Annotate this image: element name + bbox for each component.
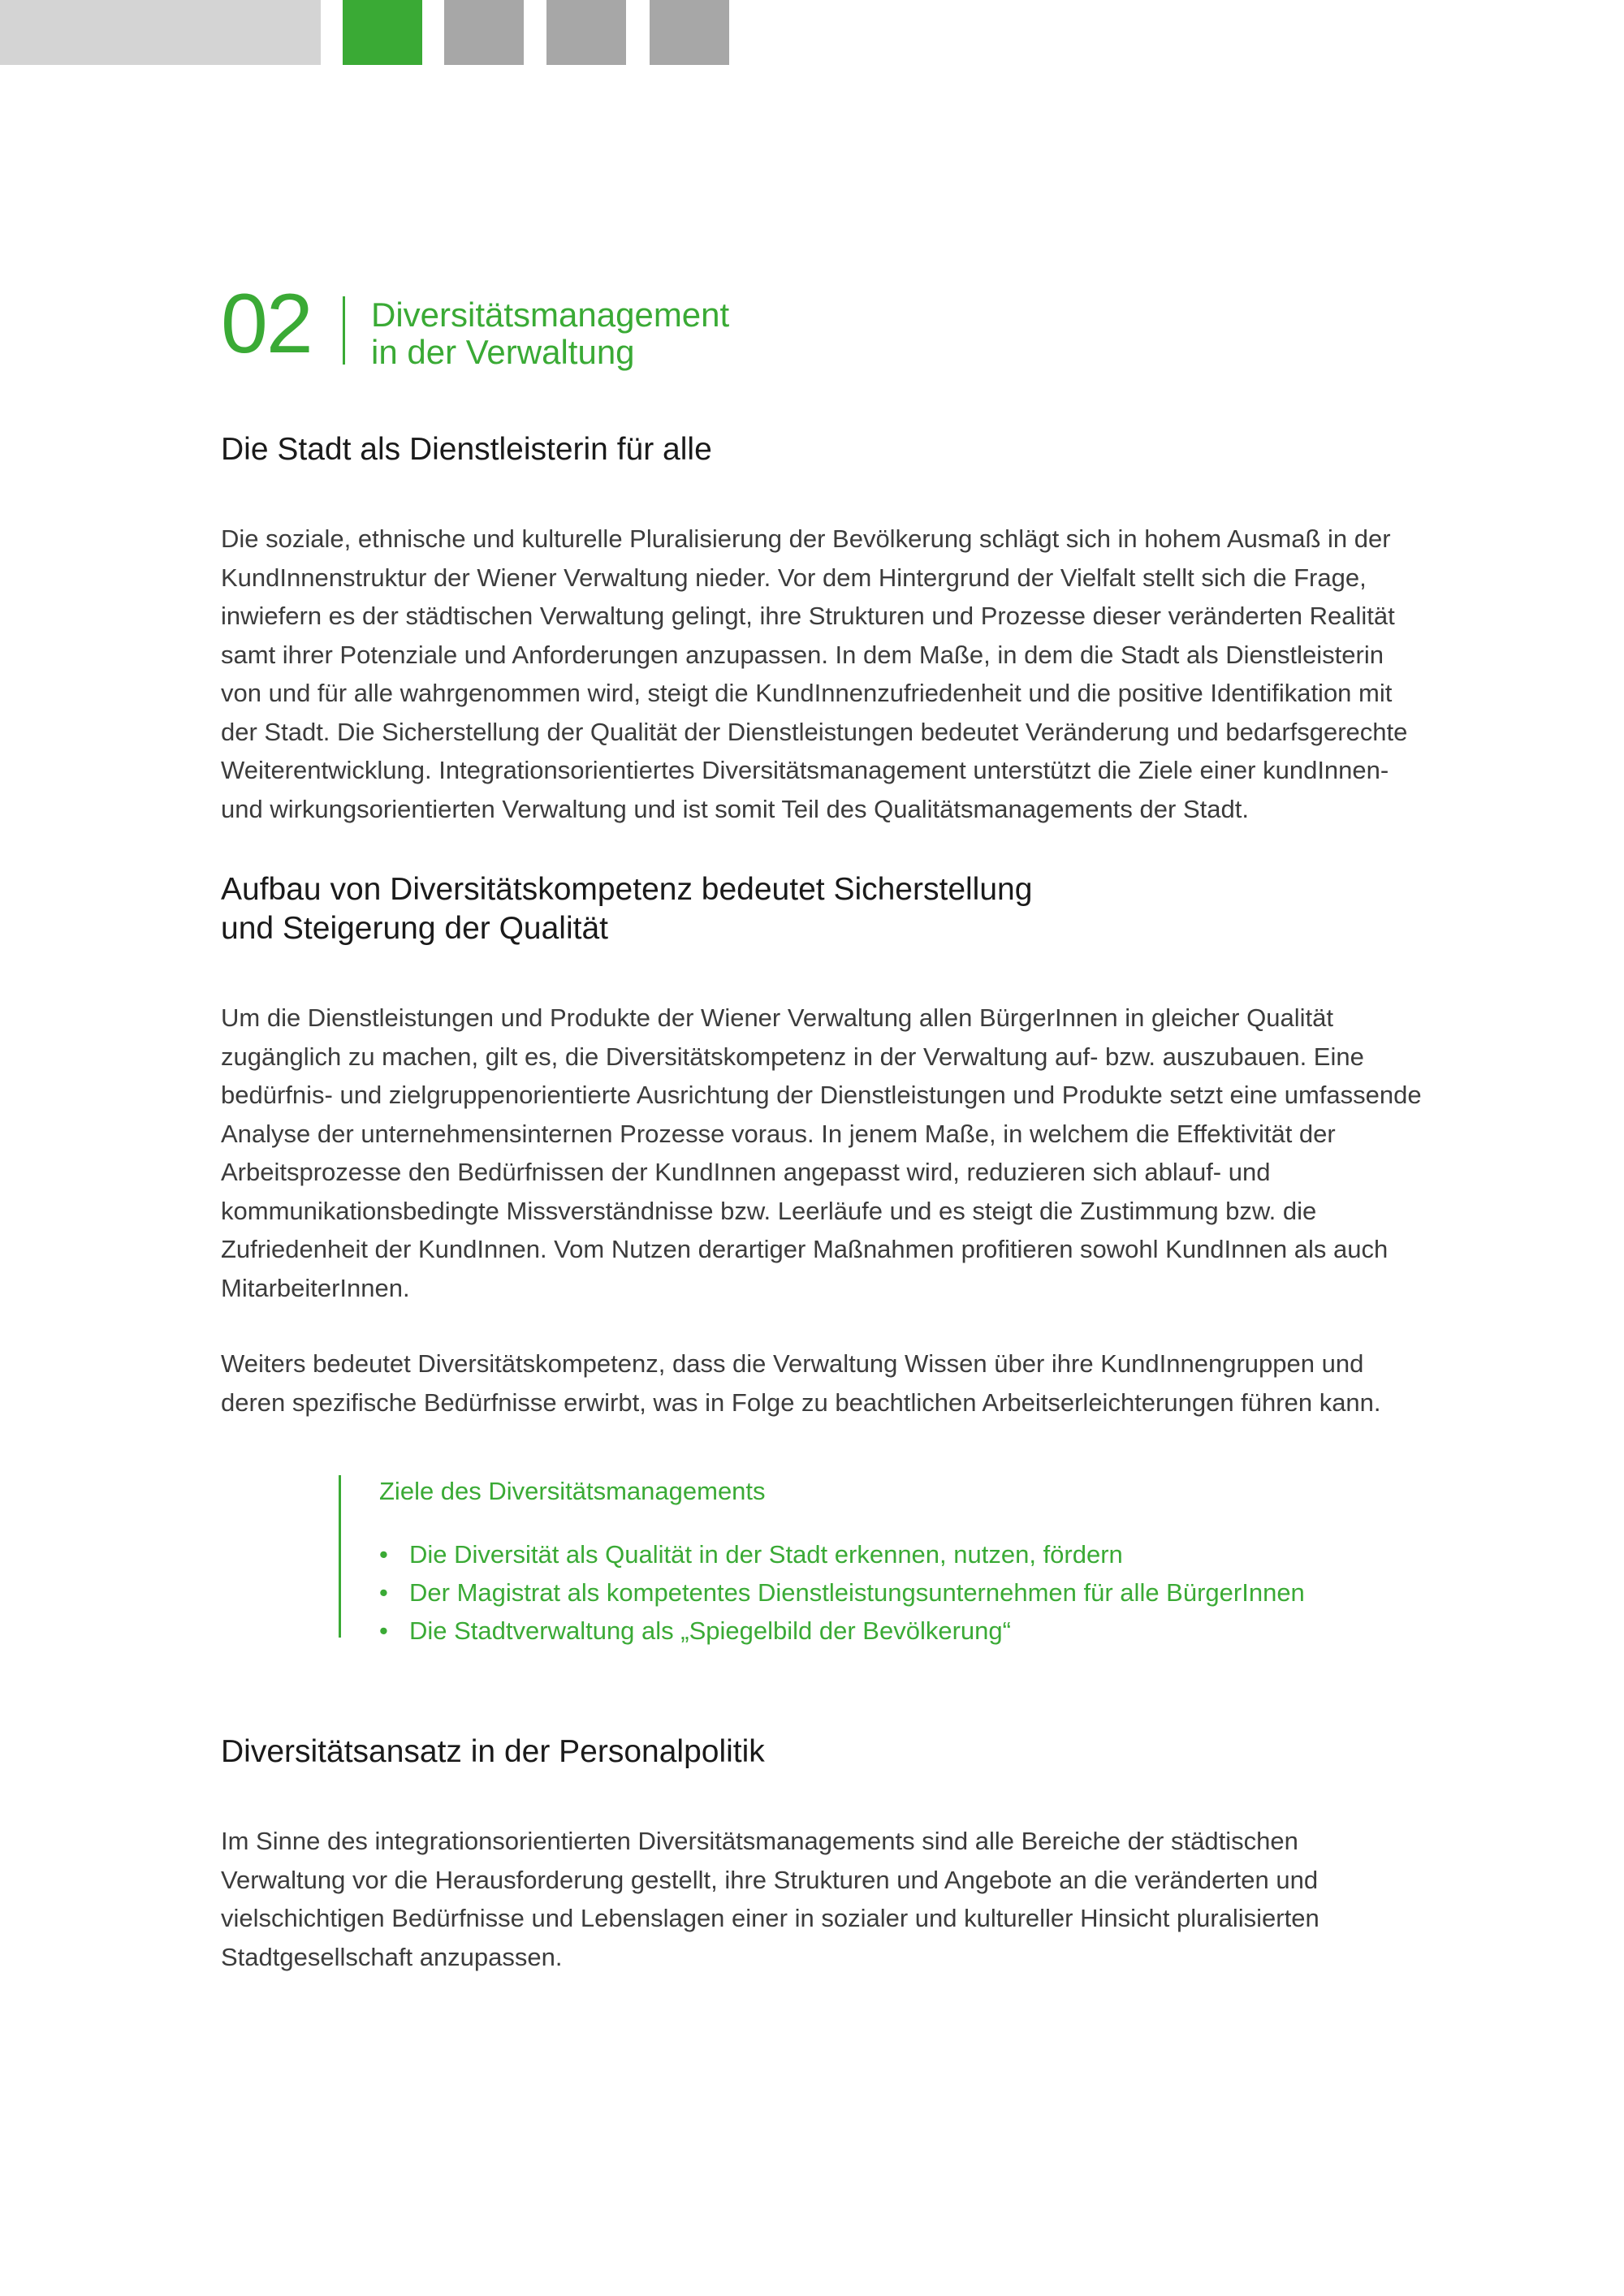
paragraph-personalpolitik: Im Sinne des integrationsorientierten Diversitätsmanagements sind alle Bereiche der städtischen Verwaltung vor die Herausforderung gestellt, ihre Strukturen und Angebote an die veränderten und vielschichtigen Bedürfnisse und Lebenslagen einer in sozialer und kultureller Hinsicht pluralisierten Stadtgesellschaft anzupassen. xyxy=(221,1827,1320,1971)
section-heading-line2: und Steigerung der Qualität xyxy=(221,911,608,946)
section-heading-diversitaetskompetenz xyxy=(221,870,1423,948)
list-item xyxy=(379,1535,1423,1573)
list-item-text: Die Stadtverwaltung als „Spiegelbild der Bevölkerung“ xyxy=(409,1616,1011,1645)
callout-list xyxy=(379,1535,1423,1650)
chapter-number: 02 xyxy=(221,277,312,371)
chapter-title-line1: Diversitätsmanagement xyxy=(371,296,730,334)
bullet-icon: • xyxy=(379,1616,388,1645)
header-tab-1 xyxy=(444,0,524,65)
header-tab-light xyxy=(0,0,321,65)
list-item-text: Die Diversität als Qualität in der Stadt erkennen, nutzen, fördern xyxy=(409,1540,1123,1569)
list-item xyxy=(379,1573,1423,1612)
header-tab-3 xyxy=(650,0,729,65)
paragraph-diversitaetskompetenz-2: Weiters bedeutet Diversitätskompetenz, dass die Verwaltung Wissen über ihre KundInnengruppen und deren spezifische Bedürfnisse erwirbt, was in Folge zu beachtlichen Arbeitserleichterungen führen kann. xyxy=(221,1349,1381,1417)
header-tab-active xyxy=(343,0,422,65)
list-item-text: Der Magistrat als kompetentes Dienstleistungsunternehmen für alle BürgerInnen xyxy=(409,1578,1305,1607)
section-heading-line1: Aufbau von Diversitätskompetenz bedeutet Sicherstellung xyxy=(221,872,1033,907)
callout-title: Ziele des Diversitätsmanagements xyxy=(379,1477,766,1505)
chapter-divider xyxy=(343,296,345,365)
bullet-icon: • xyxy=(379,1540,388,1569)
chapter-title-line2: in der Verwaltung xyxy=(371,333,635,371)
callout-box xyxy=(339,1475,1423,1650)
section-heading-dienstleisterin: Die Stadt als Dienstleisterin für alle xyxy=(221,432,712,467)
paragraph-diversitaetskompetenz-1: Um die Dienstleistungen und Produkte der Wiener Verwaltung allen BürgerInnen in gleicher Qualität zugänglich zu machen, gilt es, die Diversitätskompetenz in der Verwaltung auf- bzw. auszubauen. Eine bedürfnis- und zielgruppenorientierte Ausrichtung der Dienstleistungen und Produkte setzt eine umfassende Analyse der unternehmensinternen Prozesse voraus. In jenem Maße, in welchem die Effektivität der Arbeitsprozesse den Bedürfnissen der KundInnen angepasst wird, reduzieren sich ablauf- und kommunikationsbedingte Missverständnisse bzw. Leerläufe und es steigt die Zustimmung bzw. die Zufriedenheit der KundInnen. Vom Nutzen derartiger Maßnahmen profitieren sowohl KundInnen als auch MitarbeiterInnen. xyxy=(221,1003,1422,1302)
chapter-title xyxy=(371,296,729,371)
header-tab-2 xyxy=(546,0,626,65)
list-item xyxy=(379,1612,1423,1650)
callout-bar xyxy=(339,1475,341,1638)
main-content xyxy=(221,430,1423,1976)
section-heading-personalpolitik: Diversitätsansatz in der Personalpolitik xyxy=(221,1734,765,1769)
bullet-icon: • xyxy=(379,1578,388,1607)
paragraph-dienstleisterin: Die soziale, ethnische und kulturelle Pluralisierung der Bevölkerung schlägt sich in hohem Ausmaß in der KundInnenstruktur der Wiener Verwaltung nieder. Vor dem Hintergrund der Vielfalt stellt sich die Frage, inwiefern es der städtischen Verwaltung gelingt, ihre Strukturen und Prozesse dieser veränderten Realität samt ihrer Potenziale und Anforderungen anzupassen. In dem Maße, in dem die Stadt als Dienstleisterin von und für alle wahrgenommen wird, steigt die KundInnenzufriedenheit und die positive Identifikation mit der Stadt. Die Sicherstellung der Qualität der Dienstleistungen bedeutet Veränderung und bedarfsgerechte Weiterentwicklung. Integrationsorientiertes Diversitätsmanagement unterstützt die Ziele einer kundInnen- und wirkungsorientierten Verwaltung und ist somit Teil des Qualitätsmanagements der Stadt. xyxy=(221,524,1408,823)
